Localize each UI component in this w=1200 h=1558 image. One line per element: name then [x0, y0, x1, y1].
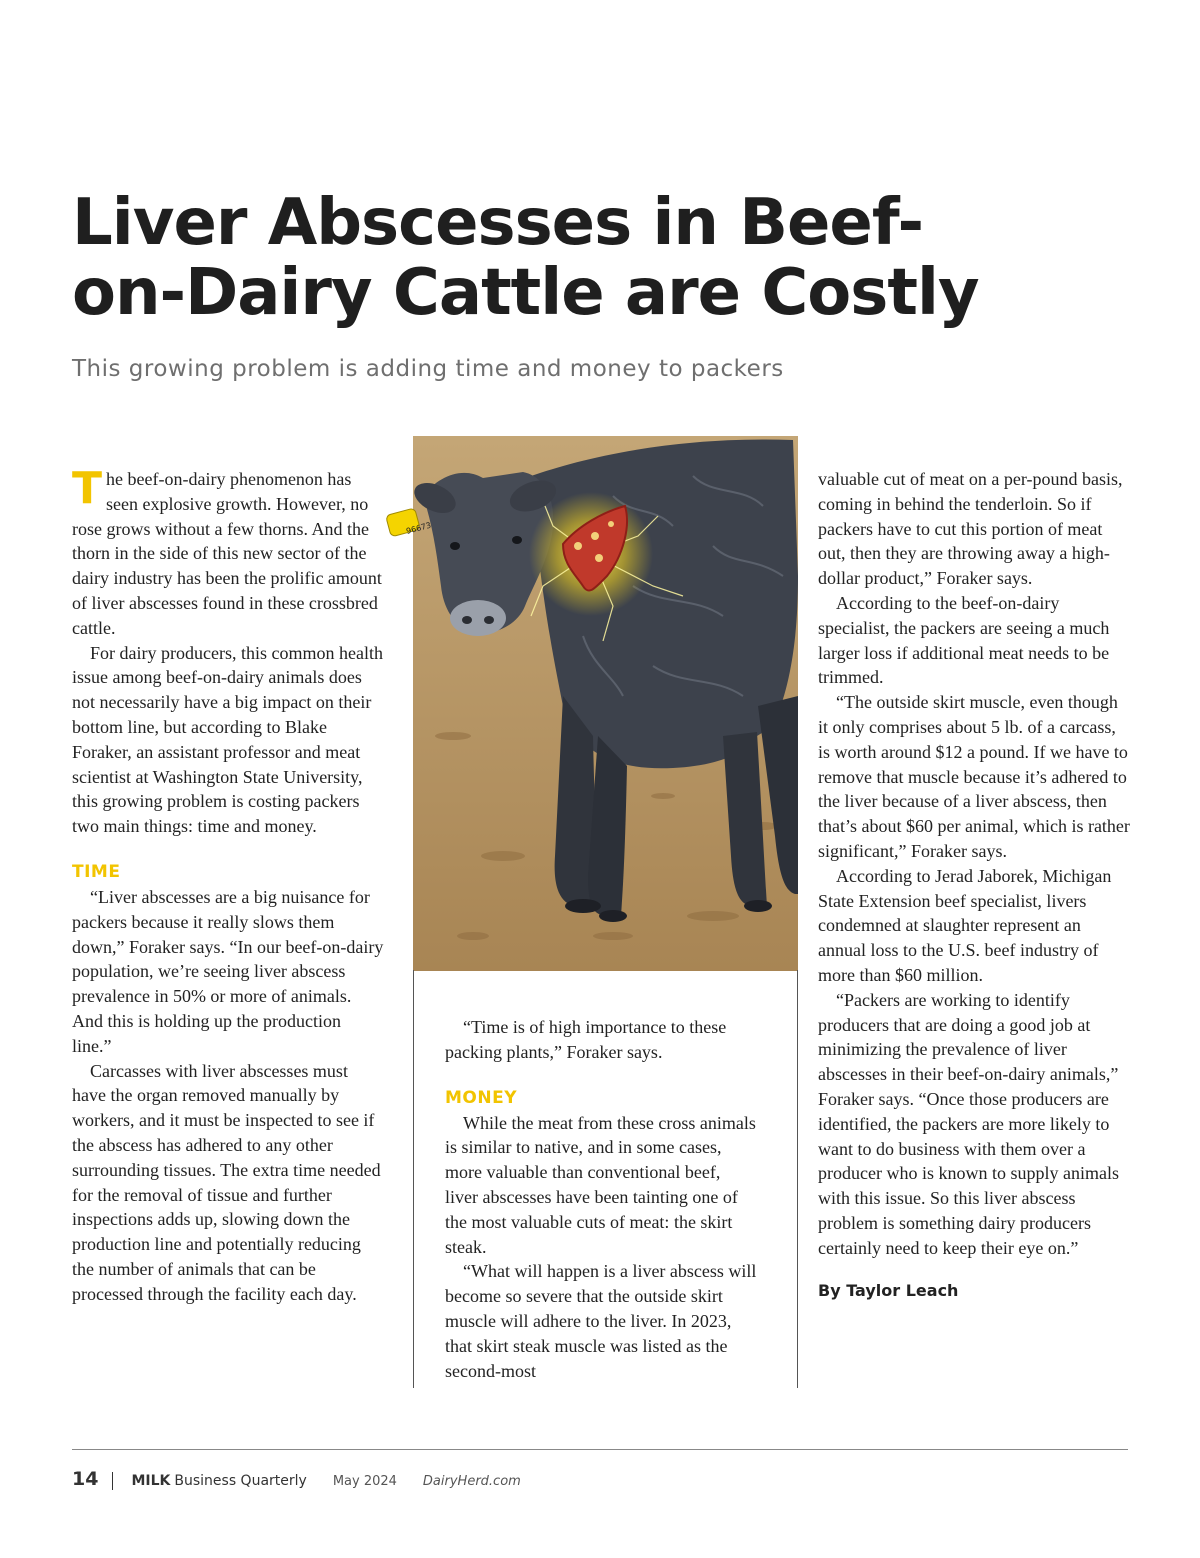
- paragraph: “Packers are working to identify producers that are doing a good job at minimizing the prevalence of liver abscesses in their beef-on-dairy animals,” Foraker says. “Once those producers are identified, the packers are more likely to want to do business with them over a producer who is known to supply animals with this issue. So this liver abscess problem is something dairy producers certainly need to keep their eye on.”: [818, 989, 1119, 1258]
- article-subhead: This growing problem is adding time and money to packers: [72, 356, 784, 382]
- article-column-3: [818, 467, 1130, 1303]
- column-divider-right: [797, 970, 798, 1388]
- drop-cap: T: [72, 463, 103, 514]
- paragraph: According to Jerad Jaborek, Michigan State Extension beef specialist, livers condemned at slaughter represent an annual loss to the U.S. beef industry of more than $60 million.: [818, 865, 1112, 985]
- cow-with-liver-illustration-icon: [405, 436, 798, 971]
- paragraph: Carcasses with liver abscesses must have the organ removed manually by workers, and it must be inspected to see if the abscess has adhered to any other surrounding tissues. The extra time needed for the removal of tissue and further inspections adds up, slowing down the production line and potentially reducing the number of animals that can be processed through the facility each day.: [72, 1060, 381, 1304]
- column-divider-left: [413, 970, 414, 1388]
- footer-separator: [112, 1472, 113, 1490]
- magazine-name-bold: MILK: [131, 1473, 171, 1489]
- website-link[interactable]: DairyHerd.com: [422, 1474, 521, 1489]
- paragraph-intro: [72, 463, 384, 641]
- article-column-2: [445, 1015, 757, 1383]
- page-number: 14: [72, 1468, 99, 1490]
- section-heading-time: TIME: [72, 861, 121, 882]
- section-heading-money: MONEY: [445, 1087, 518, 1108]
- paragraph: “Liver abscesses are a big nuisance for packers because it really slows them down,” Foraker says. “In our beef-on-dairy population, we’re seeing liver abscess prevalence in 50% or more of animals. And this is holding up the production line.”: [72, 886, 384, 1056]
- footer-divider: [72, 1449, 1128, 1450]
- article-headline: [72, 188, 1072, 328]
- paragraph: For dairy producers, this common health issue among beef-on-dairy animals does not necessarily have a big impact on their bottom line, but according to Blake Foraker, an assistant professor and meat scientist at Washington State University, this growing problem is costing packers two main things: time and money.: [72, 642, 383, 837]
- headline-line-2: on-Dairy Cattle are Costly: [72, 256, 979, 330]
- paragraph: While the meat from these cross animals is similar to native, and in some cases, more valuable than conventional beef, liver abscesses have been tainting one of the most valuable cuts of meat: the skirt steak.: [445, 1112, 756, 1257]
- article-column-1: [72, 463, 384, 1307]
- byline: By Taylor Leach: [818, 1280, 959, 1300]
- magazine-name: Business Quarterly: [174, 1473, 307, 1489]
- paragraph-intro-text: he beef-on-dairy phenomenon has seen explosive growth. However, no rose grows without a few thorns. And the thorn in the side of this new sector of the dairy industry has been the prolific amount of liver abscesses found in these crossbred cattle.: [72, 469, 382, 638]
- cow-photo: [405, 436, 798, 971]
- paragraph: “The outside skirt muscle, even though it only comprises about 5 lb. of a carcass, is worth around $12 a pound. If we have to remove that muscle because it’s adhered to the liver because of a liver abscess, then that’s about $60 per animal, which is rather significant,” Foraker says.: [818, 692, 1130, 861]
- paragraph: “What will happen is a liver abscess will become so severe that the outside skirt muscle will adhere to the liver. In 2023, that skirt steak muscle was listed as the second-most: [445, 1261, 757, 1381]
- issue-date: May 2024: [332, 1474, 397, 1489]
- page-footer: [72, 1468, 521, 1494]
- paragraph: According to the beef-on-dairy specialist, the packers are seeing a much larger loss if additional meat needs to be trimmed.: [818, 592, 1110, 688]
- headline-line-1: Liver Abscesses in Beef-: [72, 186, 924, 260]
- paragraph: “Time is of high importance to these packing plants,” Foraker says.: [445, 1017, 727, 1062]
- ear-tag-number: 96673: [405, 520, 433, 536]
- paragraph: valuable cut of meat on a per-pound basis, coming in behind the tenderloin. So if packers have to cut this portion of meat out, then they are throwing away a high-dollar product,” Foraker says.: [818, 469, 1123, 589]
